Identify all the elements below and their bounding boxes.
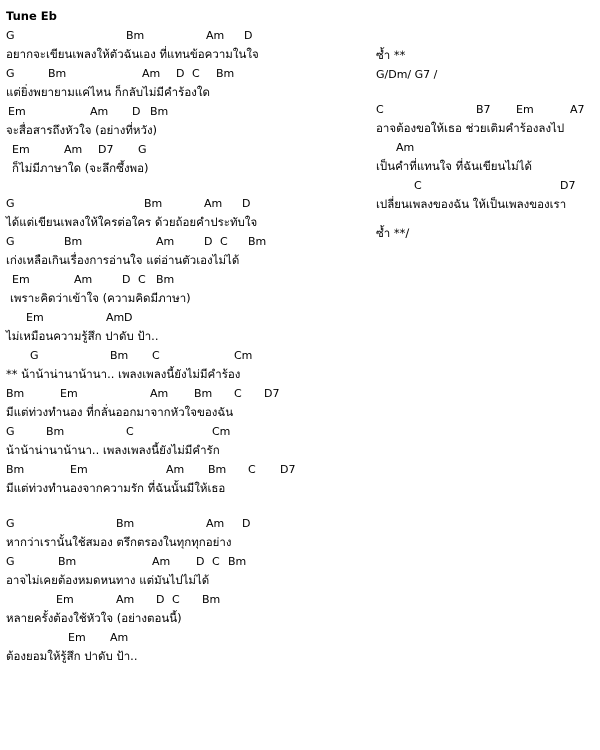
chord: B7 (476, 103, 491, 116)
chord: Bm (228, 555, 247, 568)
chord-line (6, 384, 366, 403)
chord: Cm (212, 425, 231, 438)
lyric-line: หากว่าเรานั้นใช้สมอง ตรึกตรองในทุกทุกอย่าง (6, 535, 232, 549)
chord: Bm (6, 463, 25, 476)
chord: Em (56, 593, 74, 606)
chord: Em (70, 463, 88, 476)
chorus-line-1 (6, 346, 366, 384)
left-column (6, 6, 366, 666)
chord-line (6, 140, 366, 159)
chord: G (6, 197, 15, 210)
right-column (376, 46, 600, 243)
chord: A7 (570, 103, 585, 116)
chord: Bm (194, 387, 213, 400)
chord: C (234, 387, 242, 400)
chord: G (6, 29, 15, 42)
chord-line (376, 138, 600, 157)
chord: G (138, 143, 147, 156)
chord: Am (110, 631, 129, 644)
chord: Am (150, 387, 169, 400)
chord: Em (26, 311, 44, 324)
chord: Bm (6, 387, 25, 400)
verse-3-line-3 (6, 590, 366, 628)
chord: Am (166, 463, 185, 476)
chord: Bm (208, 463, 227, 476)
chord-line (6, 590, 366, 609)
chord: Bm (46, 425, 65, 438)
chord: Bm (126, 29, 145, 42)
chord: Em (60, 387, 78, 400)
chord: Bm (216, 67, 235, 80)
chord: Am (64, 143, 83, 156)
chord: Am (206, 29, 225, 42)
chord: D (176, 67, 185, 80)
bridge-line-1 (376, 100, 600, 138)
chord-line (6, 102, 366, 121)
chord: D (132, 105, 141, 118)
verse-2-line-1 (6, 194, 366, 232)
chord: Em (68, 631, 86, 644)
chord: Em (12, 143, 30, 156)
chord: Cm (234, 349, 253, 362)
chord: D (244, 29, 253, 42)
chord: D (124, 311, 133, 324)
chord: Bm (156, 273, 175, 286)
chord: D7 (560, 179, 576, 192)
chord: C (172, 593, 180, 606)
chord: G (6, 517, 15, 530)
chord: Bm (116, 517, 135, 530)
chord-line (6, 552, 366, 571)
lyric-line: ได้แต่เขียนเพลงให้ใครต่อใคร ด้วยถ้อยคำประทับใจ (6, 215, 258, 229)
verse-3-line-2 (6, 552, 366, 590)
lyric-line: แต่ยิ่งพยายามแค่ไหน ก็กลับไม่มีคำร้องใด (6, 85, 210, 99)
chord: D7 (264, 387, 280, 400)
lyric-line: อาจไม่เคยต้องหมดหนทาง แต่มันไปไม่ได้ (6, 573, 210, 587)
verse-2-line-3 (6, 270, 366, 308)
chord: Bm (144, 197, 163, 210)
verse-3-line-1 (6, 514, 366, 552)
chord: D (196, 555, 205, 568)
verse-2-line-2 (6, 232, 366, 270)
lyric-line: ก็ไม่มีภาษาใด (จะลึกซึ้งพอ) (12, 161, 149, 175)
chord: G (6, 555, 15, 568)
chord: Bm (150, 105, 169, 118)
lyric-line: เพราะคิดว่าเข้าใจ (ความคิดมีภาษา) (10, 291, 191, 305)
chord-line (376, 100, 600, 119)
chord: D (242, 197, 251, 210)
chord: C (248, 463, 256, 476)
chord: D (242, 517, 251, 530)
chord: C (212, 555, 220, 568)
lyric-line: น้าน้าน่านาน้านา.. เพลงเพลงนี้ยังไม่มีคำรัก (6, 443, 220, 457)
chord: Bm (248, 235, 267, 248)
chord: C (376, 103, 384, 116)
verse-1-line-3 (6, 102, 366, 140)
chord: D (204, 235, 213, 248)
chord: Em (516, 103, 534, 116)
repeat-chorus-marker: ซ้ำ ** (376, 48, 406, 62)
chord: D (122, 273, 131, 286)
lyric-line: ต้องยอมให้รู้สึก ปาดับ ป้า.. (6, 649, 138, 663)
chord-line (6, 64, 366, 83)
chord: G (6, 425, 15, 438)
chord: G (6, 67, 15, 80)
chord: Bm (110, 349, 129, 362)
repeat-end-marker: ซ้ำ **/ (376, 226, 410, 240)
chord: Am (152, 555, 171, 568)
chord-line (6, 26, 366, 45)
chord-line (6, 232, 366, 251)
chorus-line-4 (6, 460, 366, 498)
chord: Bm (202, 593, 221, 606)
chord: Am (156, 235, 175, 248)
chord: Am (206, 517, 225, 530)
chord-line (6, 628, 366, 647)
bridge-line-2 (376, 138, 600, 176)
lyric-line: เก่งเหลือเกินเรื่องการอ่านใจ แต่อ่านตัวเองไม่ได้ (6, 253, 240, 267)
chord-line (6, 460, 366, 479)
chord-progression: G/Dm/ G7 / (376, 68, 438, 81)
chord: Bm (64, 235, 83, 248)
chord-line (376, 176, 600, 195)
chord: Em (12, 273, 30, 286)
chord: Am (106, 311, 125, 324)
chord: C (138, 273, 146, 286)
chord: Am (116, 593, 135, 606)
chord-line (6, 346, 366, 365)
chord: Am (90, 105, 109, 118)
verse-2-line-4 (6, 308, 366, 346)
lyric-line: มีแต่ท่วงทำนอง ที่กลั่นออกมาจากหัวใจของฉัน (6, 405, 234, 419)
lyric-line: อาจต้องขอให้เธอ ช่วยเติมคำร้องลงไป (376, 121, 565, 135)
lyric-line: เป็นคำที่แทนใจ ที่ฉันเขียนไม่ได้ (376, 159, 532, 173)
chord-line (6, 270, 366, 289)
lyric-line: อยากจะเขียนเพลงให้ตัวฉันเอง ที่แทนข้อความในใจ (6, 47, 259, 61)
chord: C (192, 67, 200, 80)
chord: Am (74, 273, 93, 286)
chorus-line-3 (6, 422, 366, 460)
chord: Bm (48, 67, 67, 80)
chord: D7 (98, 143, 114, 156)
chord-line (6, 308, 366, 327)
lyric-line: หลายครั้งต้องใช้หัวใจ (อย่างตอนนี้) (6, 611, 182, 625)
verse-1-line-1 (6, 26, 366, 64)
chord: C (220, 235, 228, 248)
chord-line (6, 514, 366, 533)
chord: C (152, 349, 160, 362)
verse-1-line-2 (6, 64, 366, 102)
chord: Am (396, 141, 415, 154)
lyric-line: ไม่เหมือนความรู้สึก ปาดับ ป้า.. (6, 329, 159, 343)
chord: D7 (280, 463, 296, 476)
chord-line (6, 194, 366, 213)
chord-line (6, 422, 366, 441)
lyric-line: เปลี่ยนเพลงของฉัน ให้เป็นเพลงของเรา (376, 197, 567, 211)
chord: Em (8, 105, 26, 118)
chord: D (156, 593, 165, 606)
lyric-line: มีแต่ท่วงทำนองจากความรัก ที่ฉันนั้นมีให้เธอ (6, 481, 226, 495)
song-key-title: Tune Eb (6, 9, 57, 23)
chord: Am (142, 67, 161, 80)
chord: C (126, 425, 134, 438)
lyric-line: จะสื่อสารถึงหัวใจ (อย่างที่หวัง) (6, 123, 158, 137)
chord: Am (204, 197, 223, 210)
chord: G (6, 235, 15, 248)
verse-3-line-4 (6, 628, 366, 666)
chorus-line-2 (6, 384, 366, 422)
chord: G (30, 349, 39, 362)
lyric-line: ** น้าน้าน่านาน้านา.. เพลงเพลงนี้ยังไม่มีคำร้อง (6, 367, 241, 381)
bridge-line-3 (376, 176, 600, 214)
chord: C (414, 179, 422, 192)
verse-1-line-4 (6, 140, 366, 178)
chord: Bm (58, 555, 77, 568)
